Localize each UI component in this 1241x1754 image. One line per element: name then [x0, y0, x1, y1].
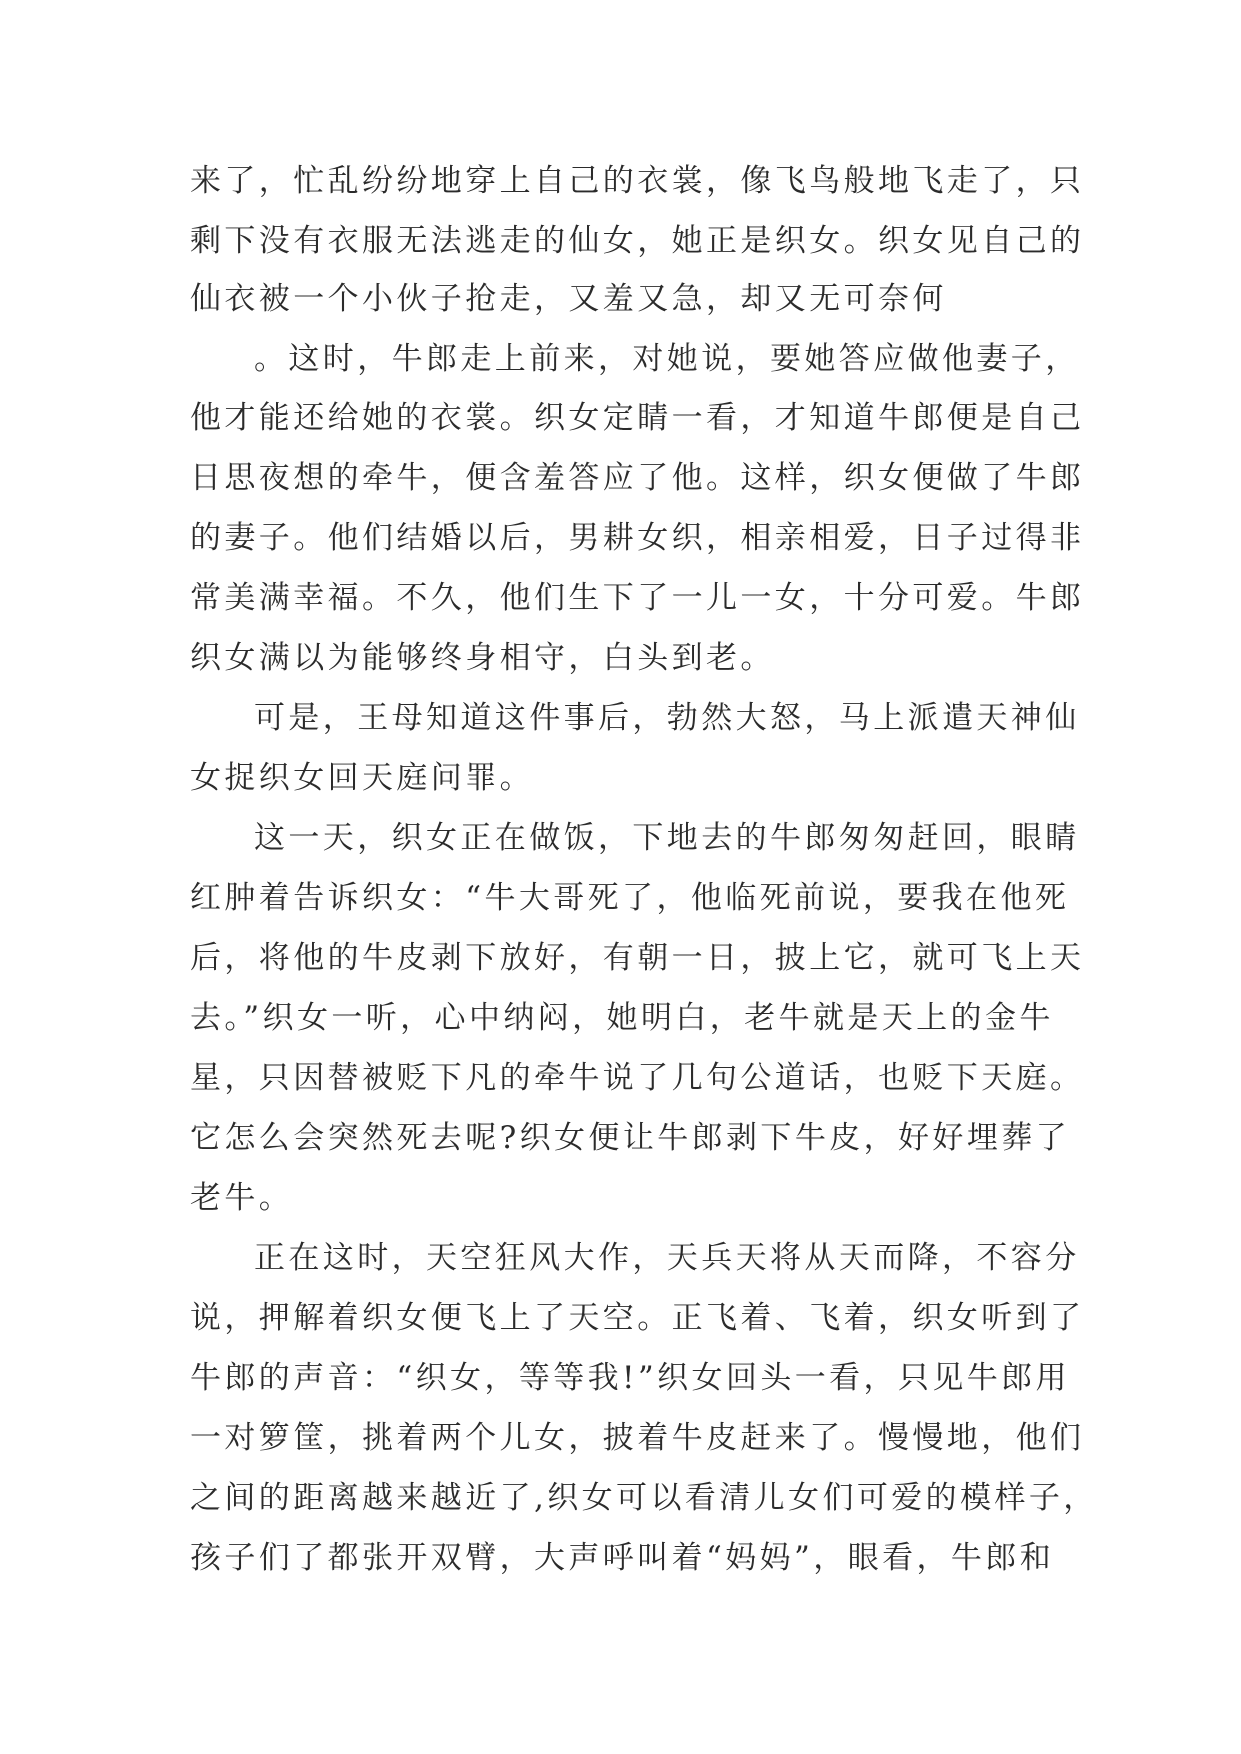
text-line: 去。”织女一听，心中纳闷，她明白，老牛就是天上的金牛	[190, 1000, 1054, 1036]
text-line: 孩子们了都张开双臂，大声呼叫着“妈妈”，眼看，牛郎和	[190, 1540, 1055, 1576]
text-line: 的妻子。他们结婚以后，男耕女织，相亲相爱，日子过得非	[190, 520, 1085, 556]
text-line: 星，只因替被贬下凡的牵牛说了几句公道话，也贬下天庭。	[190, 1060, 1085, 1096]
paragraph-start-line: 可是，王母知道这件事后，勃然大怒，马上派遣天神仙	[254, 700, 1080, 736]
text-line: 来了，忙乱纷纷地穿上自己的衣裳，像飞鸟般地飞走了，只	[190, 163, 1085, 199]
paragraph-start-line: 这一天，织女正在做饭，下地去的牛郎匆匆赶回，眼睛	[254, 820, 1080, 856]
text-line: 日思夜想的牵牛，便含羞答应了他。这样，织女便做了牛郎	[190, 460, 1085, 496]
text-line: 说，押解着织女便飞上了天空。正飞着、飞着，织女听到了	[190, 1300, 1085, 1336]
text-line: 红肿着告诉织女：“牛大哥死了，他临死前说，要我在他死	[190, 880, 1070, 916]
text-line: 常美满幸福。不久，他们生下了一儿一女，十分可爱。牛郎	[190, 580, 1085, 616]
text-line: 一对箩筐，挑着两个儿女，披着牛皮赶来了。慢慢地，他们	[190, 1420, 1085, 1456]
text-line: 老牛。	[190, 1180, 294, 1216]
text-line: 之间的距离越来越近了,织女可以看清儿女们可爱的模样子，	[190, 1480, 1098, 1516]
text-line: 他才能还给她的衣裳。织女定睛一看，才知道牛郎便是自己	[190, 400, 1085, 436]
paragraph-start-line: 正在这时，天空狂风大作，天兵天将从天而降，不容分	[254, 1240, 1080, 1276]
text-line: 它怎么会突然死去呢?织女便让牛郎剥下牛皮，好好埋葬了	[190, 1120, 1071, 1156]
text-line: 织女满以为能够终身相守，白头到老。	[190, 640, 775, 676]
paragraph-start-line: 。这时，牛郎走上前来，对她说，要她答应做他妻子，	[254, 341, 1080, 377]
text-line: 牛郎的声音：“织女，等等我!”织女回头一看，只见牛郎用	[190, 1360, 1070, 1396]
text-line: 后，将他的牛皮剥下放好，有朝一日，披上它，就可飞上天	[190, 940, 1085, 976]
text-line: 仙衣被一个小伙子抢走，又羞又急，却又无可奈何	[190, 281, 947, 317]
text-line: 剩下没有衣服无法逃走的仙女，她正是织女。织女见自己的	[190, 223, 1085, 259]
text-line: 女捉织女回天庭问罪。	[190, 760, 534, 796]
